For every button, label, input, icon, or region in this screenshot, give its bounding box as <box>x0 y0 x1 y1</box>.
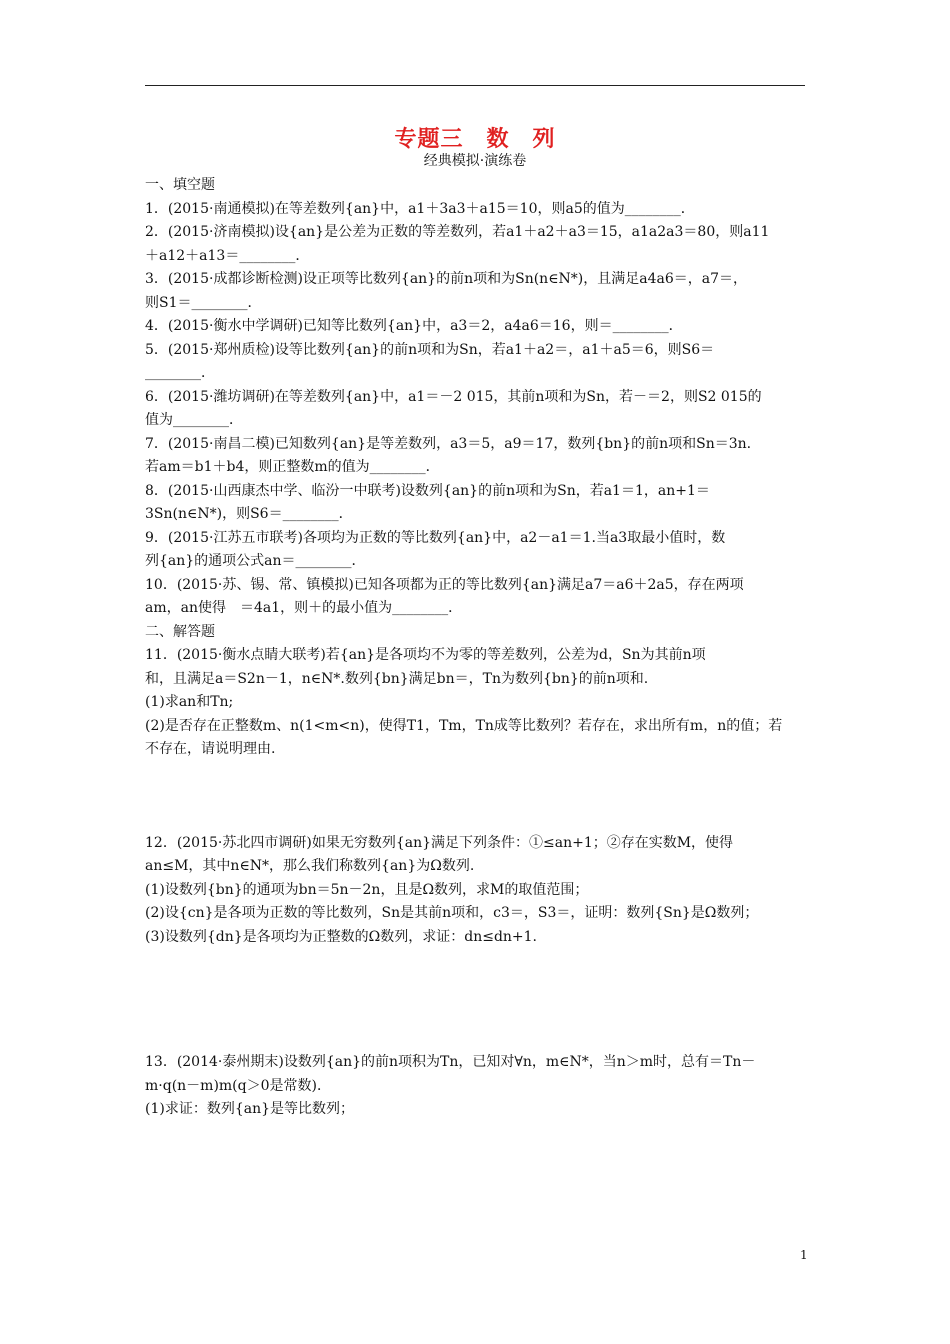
question-13-line-2: m·q(n－m)m(q＞0是常数)． <box>145 1077 331 1094</box>
question-10-line-2: am，an使得 ＝4a1，则＋的最小值为________． <box>145 600 463 616</box>
question-6-line-2: 值为________． <box>145 412 243 428</box>
question-11-line-2: 和，且满足a＝S2n－1，n∈N*.数列{bn}满足bn＝，Tn为数列{bn}的前n项和. <box>145 670 649 687</box>
question-11-part-1: (1)求an和Tn; <box>145 694 234 710</box>
question-12-part-2: (2)设{cn}是各项为正数的等比数列，Sn是其前n项和，c3＝，S3＝，证明：数列{Sn}是Ω数列； <box>145 905 759 921</box>
section-heading-answer: 二、解答题 <box>145 623 215 640</box>
question-9-line-1: 9．(2015·江苏五市联考)各项均为正数的等比数列{an}中，a2－a1＝1.当a3取最小值时，数 <box>145 529 726 546</box>
answer-space <box>145 762 807 832</box>
question-8-line-1: 8．(2015·山西康杰中学、临汾一中联考)设数列{an}的前n项和为Sn，若a1＝1，an+1＝ <box>145 482 710 499</box>
section-heading-fill: 一、填空题 <box>145 177 215 193</box>
question-12-line-2: an≤M，其中n∈N*，那么我们称数列{an}为Ω数列. <box>145 858 475 874</box>
question-3-line-2: 则S1＝________． <box>145 294 262 311</box>
header-rule <box>145 85 805 86</box>
question-12-part-3: (3)设数列{dn}是各项均为正整数的Ω数列，求证：dn≤dn+1. <box>145 928 538 945</box>
question-7-line-1: 7．(2015·南昌二模)已知数列{an}是等差数列，a3＝5，a9＝17，数列{bn}的前n项和Sn＝3n. <box>145 435 752 452</box>
question-2-line-2: ＋a12＋a13＝________． <box>145 247 310 264</box>
question-10-line-1: 10．(2015·苏、锡、常、镇模拟)已知各项都为正的等比数列{an}满足a7＝a6＋2a5，存在两项 <box>145 576 744 593</box>
page-subtitle: 经典模拟·演练卷 <box>423 153 527 169</box>
question-13-part-1: (1)求证：数列{an}是等比数列； <box>145 1101 355 1117</box>
page-number: 1 <box>800 1248 808 1262</box>
question-12-line-1: 12．(2015·苏北四市调研)如果无穷数列{an}满足下列条件：①≤an+1；②存在实数M，使得 <box>145 834 734 851</box>
answer-space <box>145 949 807 1051</box>
question-5-line-1: 5．(2015·郑州质检)设等比数列{an}的前n项和为Sn，若a1＋a2＝，a1＋a5＝6，则S6＝ <box>145 341 715 358</box>
question-13-line-1: 13．(2014·泰州期末)设数列{an}的前n项积为Tn，已知对∀n，m∈N*，当n＞m时，总有＝Tn－ <box>145 1054 756 1070</box>
question-9-line-2: 列{an}的通项公式an＝________． <box>145 553 366 569</box>
question-3-line-1: 3．(2015·成都诊断检测)设正项等比数列{an}的前n项和为Sn(n∈N*)，且满足a4a6＝，a7＝， <box>145 271 748 287</box>
exam-content <box>145 174 807 1122</box>
question-11-part-2-line-1: (2)是否存在正整数m、n(1<m<n)，使得T1，Tm，Tn成等比数列？若存在，求出所有m，n的值；若 <box>145 717 783 734</box>
question-8-line-2: 3Sn(n∈N*)，则S6＝________． <box>145 506 353 522</box>
question-5-line-2: ________． <box>145 365 215 381</box>
question-1: 1．(2015·南通模拟)在等差数列{an}中，a1＋3a3＋a15＝10，则a5的值为________． <box>145 200 695 217</box>
question-2-line-1: 2．(2015·济南模拟)设{an}是公差为正数的等差数列，若a1＋a2＋a3＝15，a1a2a3＝80，则a11 <box>145 224 770 240</box>
question-12-part-1: (1)设数列{bn}的通项为bn＝5n－2n，且是Ω数列，求M的取值范围； <box>145 881 589 898</box>
question-7-line-2: 若am＝b1＋b4，则正整数m的值为________． <box>145 459 440 475</box>
question-11-line-1: 11．(2015·衡水点睛大联考)若{an}是各项均不为零的等差数列，公差为d，Sn为其前n项 <box>145 647 706 663</box>
question-11-part-2-line-2: 不存在，请说明理由. <box>145 741 276 757</box>
page-title: 专题三 数 列 <box>394 127 556 152</box>
question-4: 4．(2015·衡水中学调研)已知等比数列{an}中，a3＝2，a4a6＝16，则＝________． <box>145 318 683 334</box>
question-6-line-1: 6．(2015·潍坊调研)在等差数列{an}中，a1＝－2 015，其前n项和为Sn，若－＝2，则S2 015的 <box>145 388 762 405</box>
